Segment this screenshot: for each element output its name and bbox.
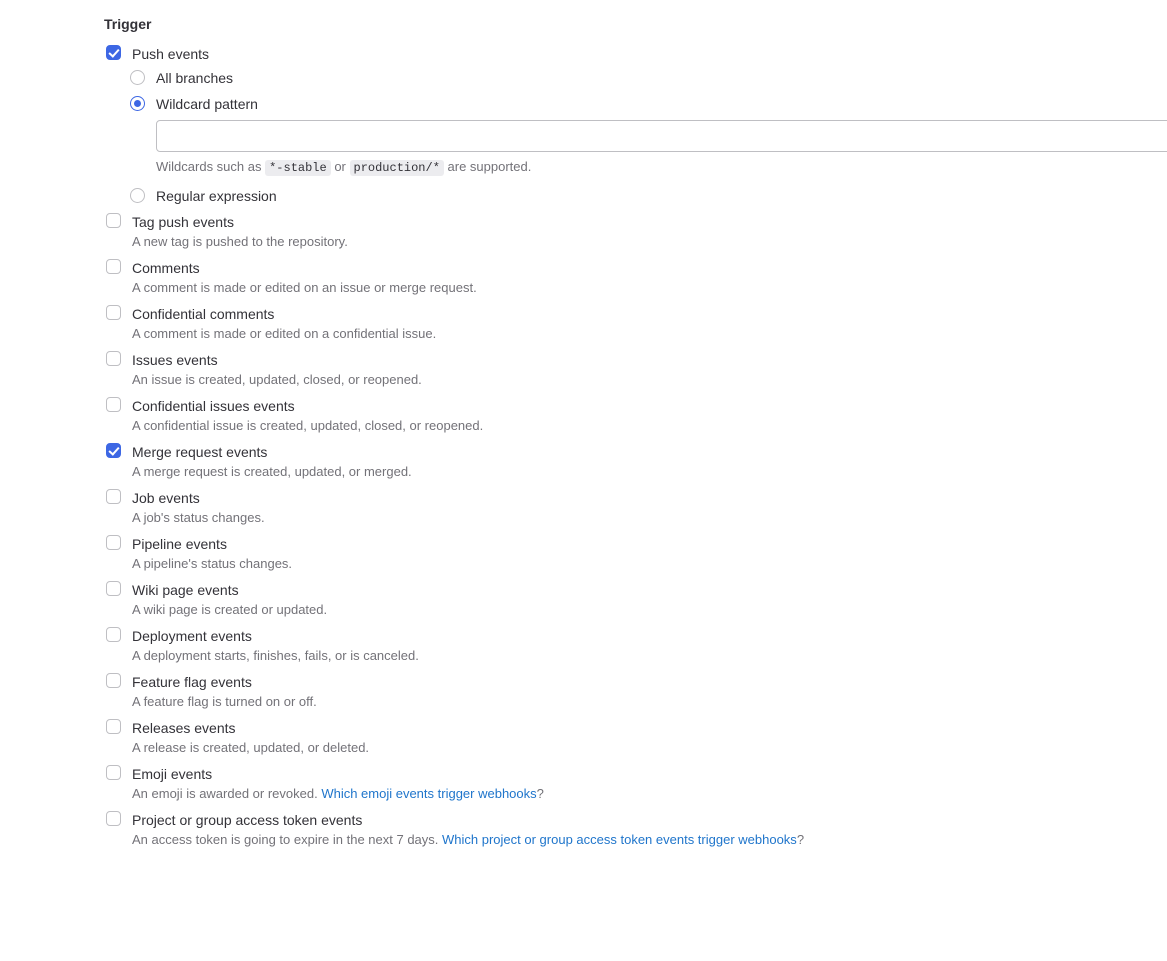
checkbox-row-emoji-events[interactable] [104, 764, 1167, 804]
checkbox-row-tag-push-events[interactable] [104, 212, 1167, 252]
checkbox-row-deployment-events[interactable] [104, 626, 1167, 666]
checkbox-pipeline-events[interactable] [106, 535, 121, 550]
emoji-help-suffix: ? [536, 786, 544, 801]
push-events-block [104, 44, 1167, 206]
checkbox-row-issues-events[interactable] [104, 350, 1167, 390]
checkbox-label-issues-events: Issues events [132, 352, 218, 368]
checkbox-row-pipeline-events[interactable] [104, 534, 1167, 574]
radio-row-all-branches[interactable] [128, 68, 1167, 88]
trigger-event-list [104, 212, 1167, 850]
checkbox-label-access-token-events: Project or group access token events [132, 812, 363, 828]
wildcard-help-suffix: are supported. [443, 159, 532, 174]
checkbox-tag-push-events[interactable] [106, 213, 121, 228]
checkbox-label-emoji-events: Emoji events [132, 766, 213, 782]
checkbox-access-token-events[interactable] [106, 811, 121, 826]
checkbox-push-events[interactable] [106, 45, 121, 60]
checkbox-help-job-events: A job's status changes. [132, 510, 265, 525]
radio-label-wildcard-pattern: Wildcard pattern [156, 96, 258, 112]
checkbox-help-access-token-events [132, 830, 1167, 850]
checkbox-help-releases-events: A release is created, updated, or deleted. [132, 740, 370, 755]
radio-row-regular-expression[interactable] [128, 186, 1167, 206]
wildcard-example-2: production/* [350, 160, 444, 176]
checkbox-label-feature-flag-events: Feature flag events [132, 674, 252, 690]
checkbox-label-deployment-events: Deployment events [132, 628, 252, 644]
checkbox-row-access-token-events[interactable] [104, 810, 1167, 850]
branch-filter-radio-group [128, 68, 1167, 206]
checkbox-deployment-events[interactable] [106, 627, 121, 642]
checkbox-row-feature-flag-events[interactable] [104, 672, 1167, 712]
checkbox-emoji-events[interactable] [106, 765, 121, 780]
checkbox-feature-flag-events[interactable] [106, 673, 121, 688]
radio-row-wildcard-pattern[interactable] [128, 94, 1167, 114]
checkbox-label-push-events: Push events [132, 46, 210, 62]
access-token-events-docs-link[interactable]: Which project or group access token events trigger webhooks [442, 832, 797, 847]
checkbox-help-wiki-page-events: A wiki page is created or updated. [132, 602, 328, 617]
emoji-events-docs-link[interactable]: Which emoji events trigger webhooks [321, 786, 537, 801]
checkbox-row-releases-events[interactable] [104, 718, 1167, 758]
checkbox-label-pipeline-events: Pipeline events [132, 536, 227, 552]
checkbox-label-job-events: Job events [132, 490, 200, 506]
access-token-help-text: An access token is going to expire in the next 7 days. [132, 832, 443, 847]
checkbox-help-confidential-issues-events: A confidential issue is created, updated, closed, or reopened. [132, 418, 484, 433]
checkbox-confidential-issues-events[interactable] [106, 397, 121, 412]
checkbox-row-merge-request-events[interactable] [104, 442, 1167, 482]
emoji-help-text: An emoji is awarded or revoked. [132, 786, 322, 801]
checkbox-help-emoji-events [132, 784, 1167, 804]
checkbox-label-tag-push-events: Tag push events [132, 214, 234, 230]
checkbox-help-issues-events: An issue is created, updated, closed, or reopened. [132, 372, 422, 387]
checkbox-help-comments: A comment is made or edited on an issue or merge request. [132, 280, 477, 295]
page-title: Trigger [104, 16, 152, 32]
checkbox-job-events[interactable] [106, 489, 121, 504]
checkbox-row-confidential-comments[interactable] [104, 304, 1167, 344]
checkbox-row-job-events[interactable] [104, 488, 1167, 528]
checkbox-label-releases-events: Releases events [132, 720, 236, 736]
checkbox-label-merge-request-events: Merge request events [132, 444, 268, 460]
checkbox-merge-request-events[interactable] [106, 443, 121, 458]
radio-regular-expression[interactable] [130, 188, 145, 203]
radio-wildcard-pattern[interactable] [130, 96, 145, 111]
checkbox-help-merge-request-events: A merge request is created, updated, or merged. [132, 464, 412, 479]
radio-all-branches[interactable] [130, 70, 145, 85]
checkbox-help-deployment-events: A deployment starts, finishes, fails, or is canceled. [132, 648, 419, 663]
checkbox-releases-events[interactable] [106, 719, 121, 734]
access-token-help-suffix: ? [796, 832, 805, 847]
checkbox-help-pipeline-events: A pipeline's status changes. [132, 556, 293, 571]
radio-label-all-branches: All branches [156, 70, 234, 86]
wildcard-help-middle: or [330, 159, 350, 174]
checkbox-row-confidential-issues-events[interactable] [104, 396, 1167, 436]
radio-label-regular-expression: Regular expression [156, 188, 277, 204]
checkbox-help-confidential-comments: A comment is made or edited on a confidential issue. [132, 326, 437, 341]
wildcard-help-prefix: Wildcards such as [156, 159, 266, 174]
checkbox-label-comments: Comments [132, 260, 200, 276]
wildcard-pattern-help [156, 157, 1167, 178]
checkbox-label-wiki-page-events: Wiki page events [132, 582, 239, 598]
wildcard-example-1: *-stable [265, 160, 331, 176]
wildcard-pattern-input-wrap [156, 120, 1167, 152]
checkbox-wiki-page-events[interactable] [106, 581, 121, 596]
checkbox-issues-events[interactable] [106, 351, 121, 366]
checkbox-label-confidential-comments: Confidential comments [132, 306, 275, 322]
wildcard-pattern-input[interactable] [156, 120, 1167, 152]
checkbox-comments[interactable] [106, 259, 121, 274]
checkbox-row-wiki-page-events[interactable] [104, 580, 1167, 620]
checkbox-help-tag-push-events: A new tag is pushed to the repository. [132, 234, 348, 249]
checkbox-row-comments[interactable] [104, 258, 1167, 298]
checkbox-confidential-comments[interactable] [106, 305, 121, 320]
checkbox-row-push-events[interactable] [104, 44, 1167, 64]
checkbox-label-confidential-issues-events: Confidential issues events [132, 398, 295, 414]
checkbox-help-feature-flag-events: A feature flag is turned on or off. [132, 694, 317, 709]
